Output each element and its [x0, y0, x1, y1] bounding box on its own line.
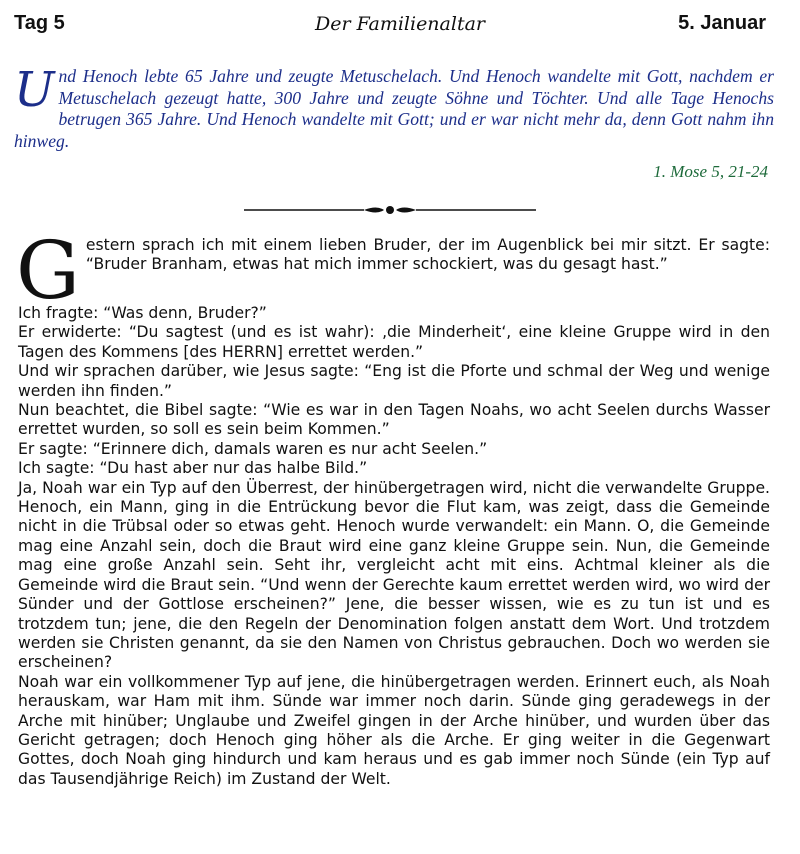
- day-label: Tag 5: [14, 12, 65, 34]
- verse-text: nd Henoch lebte 65 Jahre und zeugte Metuschelach. Und Henoch wandelte mit Gott, nachdem er Metuschelach gezeugt hatte, 300 Jahre und zeugte Söhne und Töchter. Und alle Tage Henochs betrugen 365 Jahre. Und Henoch wandelte mit Gott; und er war nicht mehr da, denn Gott nahm ihn hinweg.: [14, 66, 774, 151]
- body-paragraph: Nun beachtet, die Bibel sagte: “Wie es war in den Tagen Noahs, wo acht Seelen durchs Wasser errettet wurden, so soll es sein beim Kommen.”: [18, 401, 770, 439]
- verse-drop-cap: U: [14, 62, 55, 118]
- ornamental-divider: [244, 203, 536, 217]
- date-label: 5. Januar: [678, 12, 766, 34]
- page-header: [0, 12, 800, 40]
- body-drop-cap: G: [16, 224, 80, 317]
- body-first-text: estern sprach ich mit einem lieben Bruder, der im Augenblick bei mir sitzt. Er sagte: “Bruder Branham, etwas hat mich immer schockiert, was du gesagt hast.”: [85, 236, 770, 274]
- scripture-reference: 1. Mose 5, 21-24: [653, 162, 768, 181]
- scripture-verse: [14, 62, 774, 152]
- body-paragraph: Er sagte: “Erinnere dich, damals waren es nur acht Seelen.”: [18, 439, 488, 458]
- body-paragraph: Er erwiderte: “Du sagtest (und es ist wahr): ‚die Minderheit‘, eine kleine Gruppe wird in den Tagen des Kommens [des HERRN] errettet werden.”: [18, 323, 770, 361]
- devotional-body: [16, 224, 770, 789]
- body-paragraph: Ich sagte: “Du hast aber nur das halbe Bild.”: [18, 459, 368, 478]
- body-paragraph: Und wir sprachen darüber, wie Jesus sagte: “Eng ist die Pforte und schmal der Weg und wenige werden ihn finden.”: [18, 362, 770, 400]
- body-paragraph: Noah war ein vollkommener Typ auf jene, die hinübergetragen werden. Erinnert euch, als Noah herauskam, war Ham mit ihm. Sünde war immer noch darin. Sünde ging geradewegs in der Arche mit hinüber; Unglaube und Zweifel gingen in der Arche hinüber, und wurden über das Gericht getragen; doch Henoch ging höher als die Arche. Er ging weiter in die Gegenwart Gottes, doch Noah ging hindurch und kam heraus und es gab immer noch Sünde (ein Typ auf das Tausendjährige Reich) im Zustand der Welt.: [18, 672, 770, 788]
- body-paragraph: Ich fragte: “Was denn, Bruder?”: [18, 304, 267, 322]
- body-paragraph: Ja, Noah war ein Typ auf den Überrest, der hinübergetragen wird, nicht die verwandelte Gruppe. Henoch, ein Mann, ging in die Entrückung bevor die Flut kam, was zeigt, dass die Gemeinde nicht in die Trübsal oder so etwas geht. Henoch wurde verwandelt: ein Mann. O, die Gemeinde mag eine Anzahl sein, doch die Braut wird eine ganz kleine Gruppe sein. Nun, die Gemeinde mag eine große Anzahl sein. Seht ihr, vergleicht acht mit eins. Achtmal kleiner als die Gemeinde wird die Braut sein. “Und wenn der Gerechte kaum errettet werden wird, wo wird der Sünder und der Gottlose erscheinen?” Jene, die besser wissen, wie es zu tun ist und es trotzdem tun; jene, die den Regeln der Denomination folgen anstatt dem Wort. Und trotzdem werden sie Christen genannt, da sie den Namen von Christus gebrauchen. Doch wo werden sie erscheinen?: [18, 478, 770, 672]
- publication-title: Der Familienaltar: [315, 13, 485, 35]
